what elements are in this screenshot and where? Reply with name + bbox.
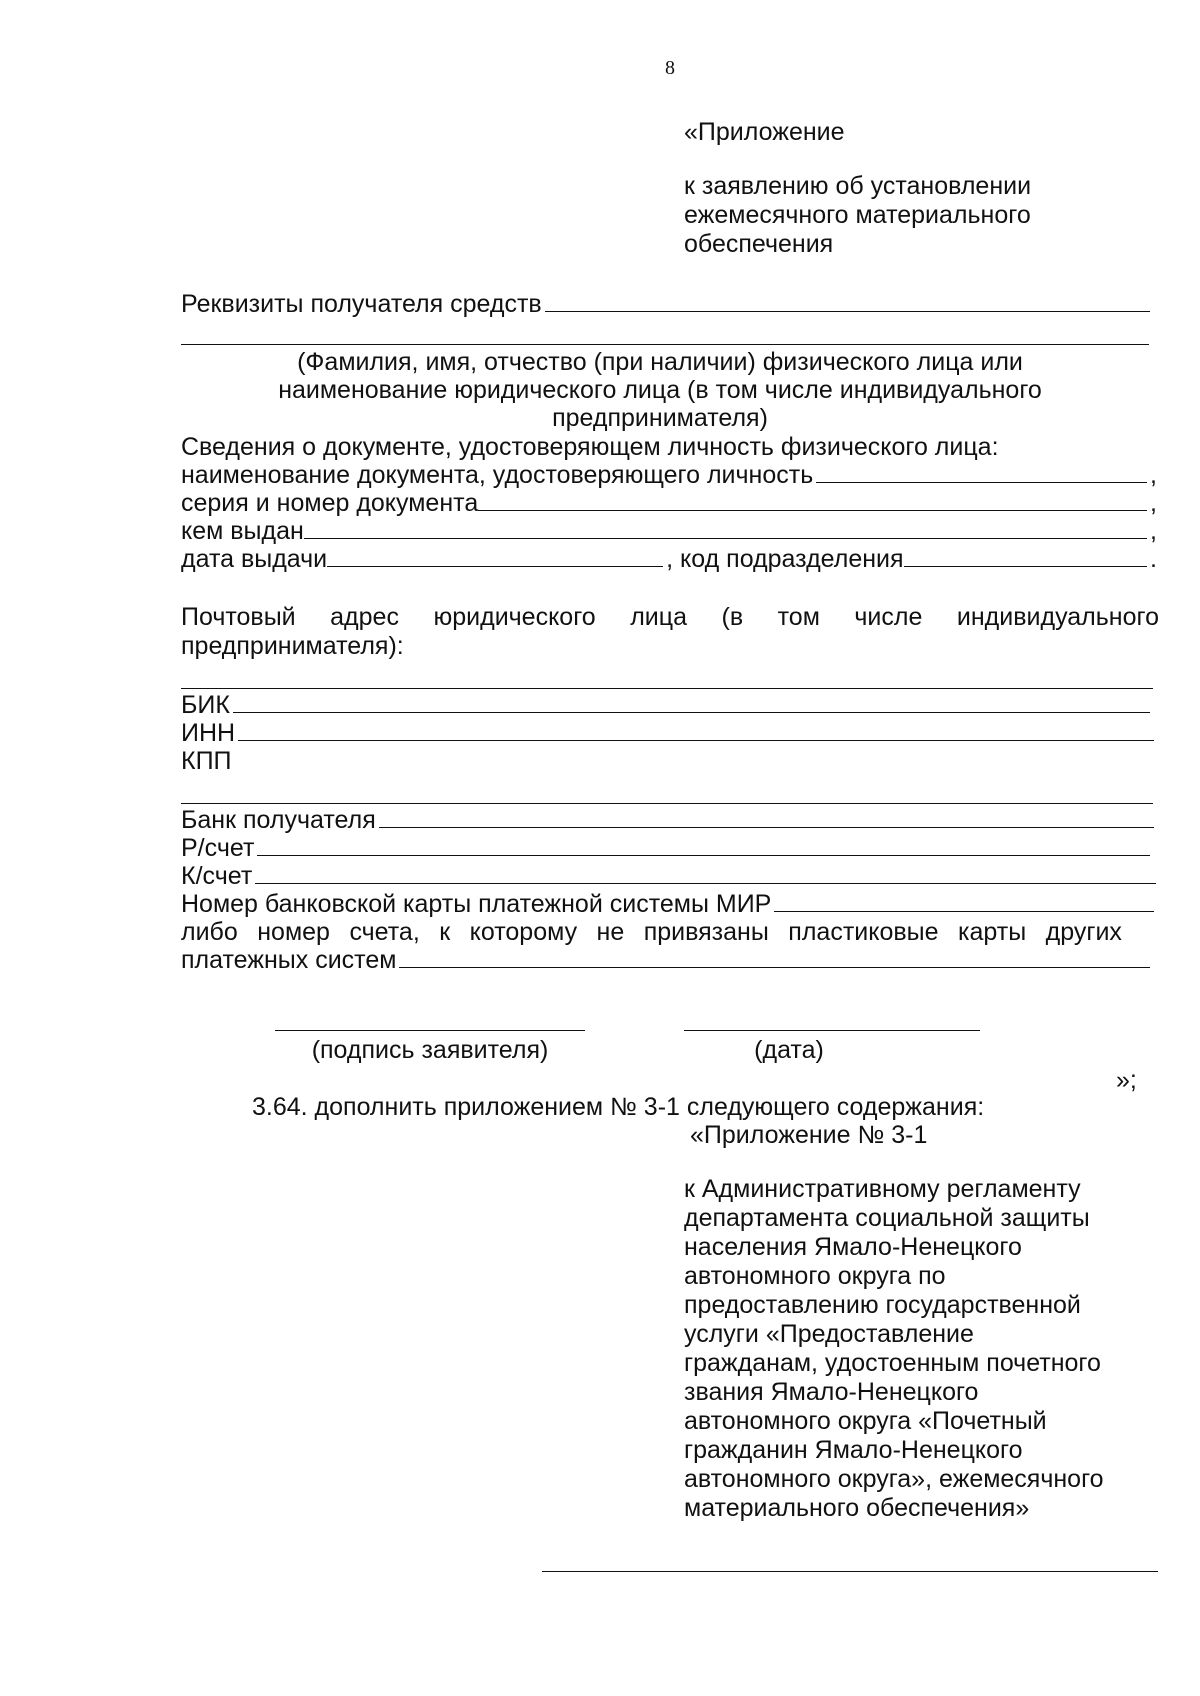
appendix-title: «Приложение [684, 118, 845, 146]
bank-row [181, 808, 1157, 833]
bank-label: Банк получателя [181, 806, 376, 834]
issue-date-row [181, 547, 1157, 572]
comma: , [1150, 517, 1157, 545]
issue-date-field[interactable] [327, 566, 663, 567]
id-doc-name-label: наименование документа, удостоверяющего личность [181, 461, 814, 489]
bik-label: БИК [181, 691, 230, 719]
comma: , [1150, 489, 1157, 517]
series-number-row [181, 491, 1157, 516]
name-hint-line-1: (Фамилия, имя, отчество (при наличии) физического лица или [297, 348, 1023, 376]
page-number: 8 [665, 57, 675, 79]
appendix-3-1-title: «Приложение № 3-1 [690, 1121, 928, 1149]
inn-field[interactable] [238, 740, 1154, 741]
bik-row [181, 693, 1153, 718]
bank-field[interactable] [379, 827, 1154, 828]
postal-address-field[interactable] [181, 688, 1153, 689]
kpp-field[interactable] [181, 803, 1153, 804]
issued-by-label: кем выдан [181, 517, 304, 545]
id-doc-name-field[interactable] [816, 482, 1147, 483]
inn-row [181, 721, 1157, 746]
series-number-label: серия и номер документа [181, 489, 479, 517]
bik-field[interactable] [233, 712, 1150, 713]
mir-card-row [181, 892, 1157, 917]
series-number-field[interactable] [478, 510, 1147, 511]
period: . [1150, 545, 1157, 573]
mir-card-label: Номер банковской карты платежной системы МИР [181, 890, 772, 918]
id-doc-heading: Сведения о документе, удостоверяющем личность физического лица: [181, 433, 999, 461]
date-caption: (дата) [754, 1036, 824, 1064]
mir-card-field[interactable] [774, 911, 1154, 912]
subdivision-code-label: , код подразделения [666, 545, 904, 573]
postal-address-line-1: Почтовый адрес юридического лица (в том числе индивидуального [181, 603, 1159, 631]
separator-line [542, 1571, 1158, 1572]
kpp-label: КПП [181, 747, 232, 775]
recipient-field[interactable] [545, 311, 1150, 312]
subdivision-code-field[interactable] [904, 566, 1148, 567]
appendix-subtitle: к заявлению об установлении ежемесячного материального обеспечения [684, 172, 1032, 258]
corr-account-row [181, 864, 1159, 889]
date-field[interactable] [684, 1030, 980, 1031]
corr-account-label: К/счет [181, 862, 253, 890]
settlement-account-row [181, 836, 1153, 861]
comma: , [1150, 461, 1157, 489]
inn-label: ИНН [181, 719, 236, 747]
issued-by-row [181, 519, 1157, 544]
recipient-field-line-2[interactable] [181, 344, 1149, 345]
issue-date-label: дата выдачи [181, 545, 328, 573]
name-hint-line-3: предпринимателя) [552, 404, 768, 432]
closing-quote: »; [1116, 1066, 1137, 1094]
name-hint-line-2: наименование юридического лица (в том числе индивидуального [278, 376, 1042, 404]
alt-account-row [181, 948, 1153, 973]
recipient-row [181, 292, 1153, 317]
corr-account-field[interactable] [255, 883, 1156, 884]
postal-address-line-2: предпринимателя): [181, 632, 404, 660]
alt-account-field[interactable] [399, 967, 1150, 968]
issued-by-field[interactable] [304, 538, 1147, 539]
alt-account-label: платежных систем [181, 946, 397, 974]
appendix-3-1-body: к Административному регламенту департамента социальной защиты населения Ямало-Ненецкого автономного округа по предоставлению государственной услуги «Предоставление гражданам, удостоенным почетного звания Ямало-Ненецкого автономного округа «Почетный гражданин Ямало-Ненецкого автономного округа», ежемесячного материального обеспечения» [684, 1175, 1104, 1522]
signature-caption: (подпись заявителя) [311, 1036, 549, 1064]
amendment-text: 3.64. дополнить приложением № 3-1 следующего содержания: [252, 1093, 985, 1121]
alt-account-line-1: либо номер счета, к которому не привязаны пластиковые карты других [181, 918, 1122, 946]
id-doc-name-row [181, 463, 1157, 488]
settlement-account-field[interactable] [257, 855, 1150, 856]
signature-field[interactable] [275, 1030, 585, 1031]
settlement-account-label: Р/счет [181, 834, 255, 862]
recipient-label: Реквизиты получателя средств [181, 290, 542, 318]
